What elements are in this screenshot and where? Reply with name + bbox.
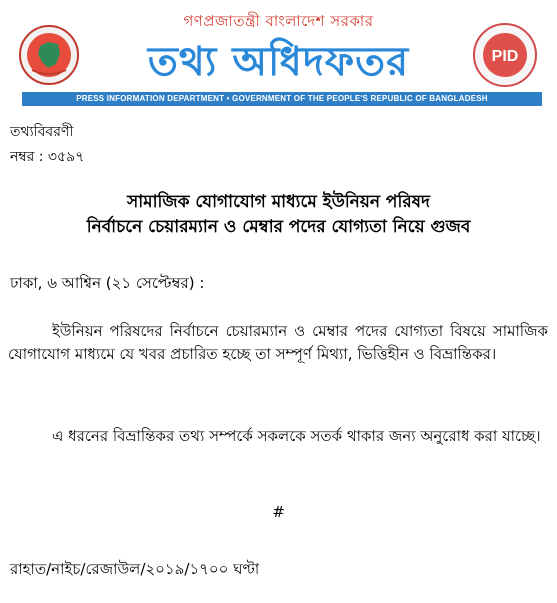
document-type: তথ্যবিবরণী — [10, 124, 74, 140]
footer-reference: রাহাত/নাইচ/রেজাউল/২০১৯/১৭০০ ঘণ্টা — [10, 560, 260, 578]
department-title: তথ্য অধিদফতর — [147, 39, 410, 85]
headline-line-1: সামাজিক যোগাযোগ মাধ্যমে ইউনিয়ন পরিষদ — [127, 192, 430, 212]
bangladesh-govt-seal-icon — [18, 24, 80, 86]
dateline: ঢাকা, ৬ আশ্বিন (২১ সেপ্টেম্বর) : — [10, 274, 205, 292]
pid-logo-text: PID — [491, 48, 519, 65]
letterhead — [0, 0, 557, 112]
body-paragraph-2: এ ধরনের বিভ্রান্তিকর তথ্য সম্পর্কে সকলকে সতর্ক থাকার জন্য অনুরোধ করা যাচ্ছে। — [52, 427, 541, 445]
body-paragraph-1: ইউনিয়ন পরিষদের নির্বাচনে চেয়ারম্যান ও মেম্বার পদের যোগ্যতা বিষয়ে সামাজিক যোগাযোগ মাধ্যমে যে খবর প্রচারিত হচ্ছে তা সম্পূর্ণ মিথ্যা, ভিত্তিহীন ও বিভ্রান্তিকর। — [8, 322, 548, 363]
department-banner-text: PRESS INFORMATION DEPARTMENT • GOVERNMENT OF THE PEOPLE'S REPUBLIC OF BANGLADESH — [76, 94, 488, 103]
pid-logo-icon — [472, 22, 538, 88]
end-mark: # — [272, 503, 285, 521]
government-name: গণপ্রজাতন্ত্রী বাংলাদেশ সরকার — [183, 12, 374, 30]
document-number: নম্বর : ৩৫৯৭ — [10, 149, 85, 165]
headline-line-2: নির্বাচনে চেয়ারম্যান ও মেম্বার পদের যোগ্যতা নিয়ে গুজব — [86, 217, 471, 237]
